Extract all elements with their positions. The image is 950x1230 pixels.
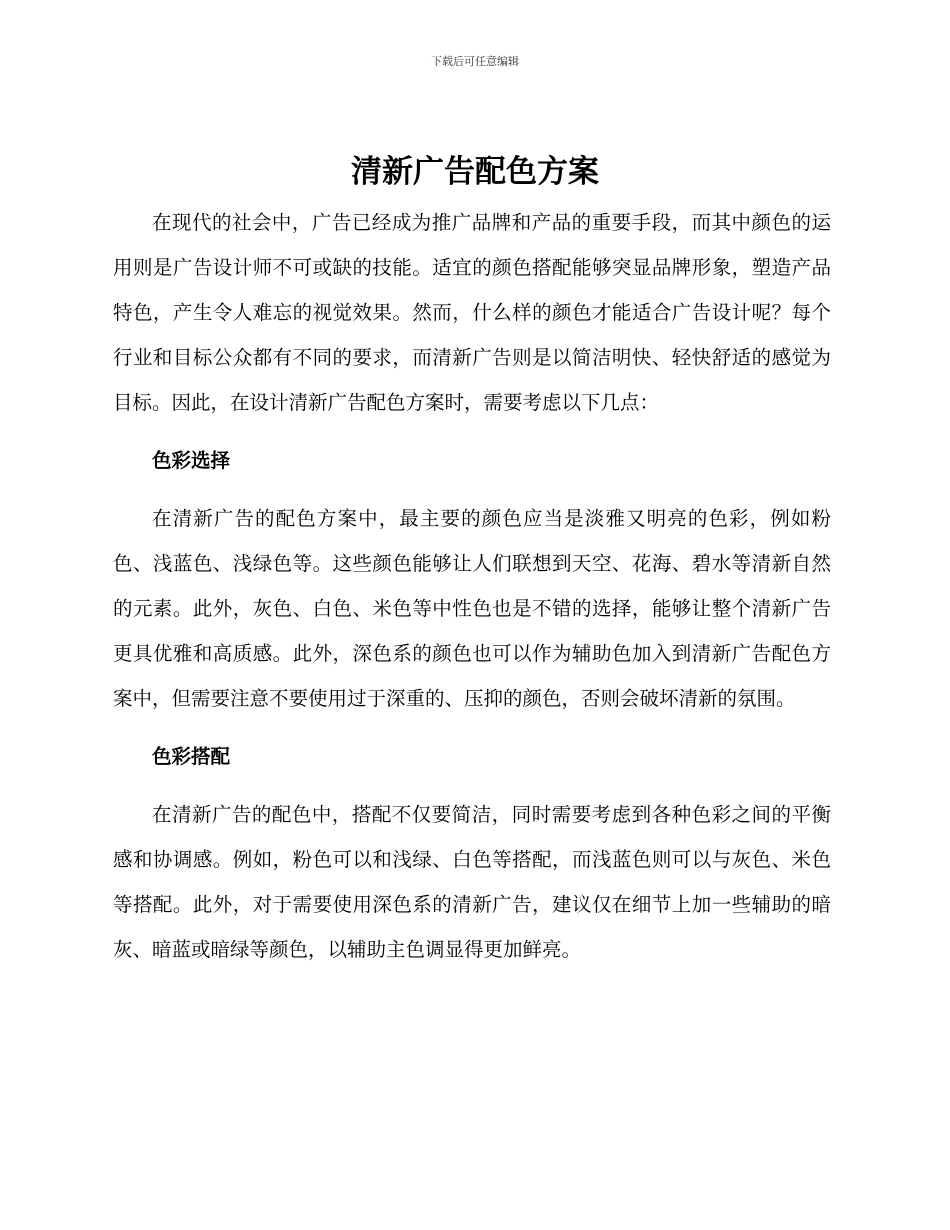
section-color-matching <box>113 721 831 972</box>
intro-paragraph: 在现代的社会中，广告已经成为推广品牌和产品的重要手段，而其中颜色的运用则是广告设计师不可或缺的技能。适宜的颜色搭配能够突显品牌形象，塑造产品特色，产生令人难忘的视觉效果。然而，什么样的颜色才能适合广告设计呢？每个行业和目标公众都有不同的要求，而清新广告则是以简洁明快、轻快舒适的感觉为目标。因此，在设计清新广告配色方案时，需要考虑以下几点： <box>113 211 831 414</box>
document-body <box>113 200 831 972</box>
section-paragraph: 在清新广告的配色方案中，最主要的颜色应当是淡雅又明亮的色彩，例如粉色、浅蓝色、浅绿色等。这些颜色能够让人们联想到天空、花海、碧水等清新自然的元素。此外，灰色、白色、米色等中性色也是不错的选择，能够让整个清新广告更具优雅和高质感。此外，深色系的颜色也可以作为辅助色加入到清新广告配色方案中，但需要注意不要使用过于深重的、压抑的颜色，否则会破坏清新的氛围。 <box>113 507 831 710</box>
section-color-selection <box>113 425 831 721</box>
section-heading: 色彩搭配 <box>152 745 231 768</box>
section-paragraph: 在清新广告的配色中，搭配不仅要简洁，同时需要考虑到各种色彩之间的平衡感和协调感。例如，粉色可以和浅绿、白色等搭配，而浅蓝色则可以与灰色、米色等搭配。此外，对于需要使用深色系的清新广告，建议仅在细节上加一些辅助的暗灰、暗蓝或暗绿等颜色，以辅助主色调显得更加鲜亮。 <box>113 803 831 961</box>
page-header-note: 下载后可任意编辑 <box>431 55 519 68</box>
document-title: 清新广告配色方案 <box>351 154 599 190</box>
section-heading: 色彩选择 <box>152 449 231 472</box>
